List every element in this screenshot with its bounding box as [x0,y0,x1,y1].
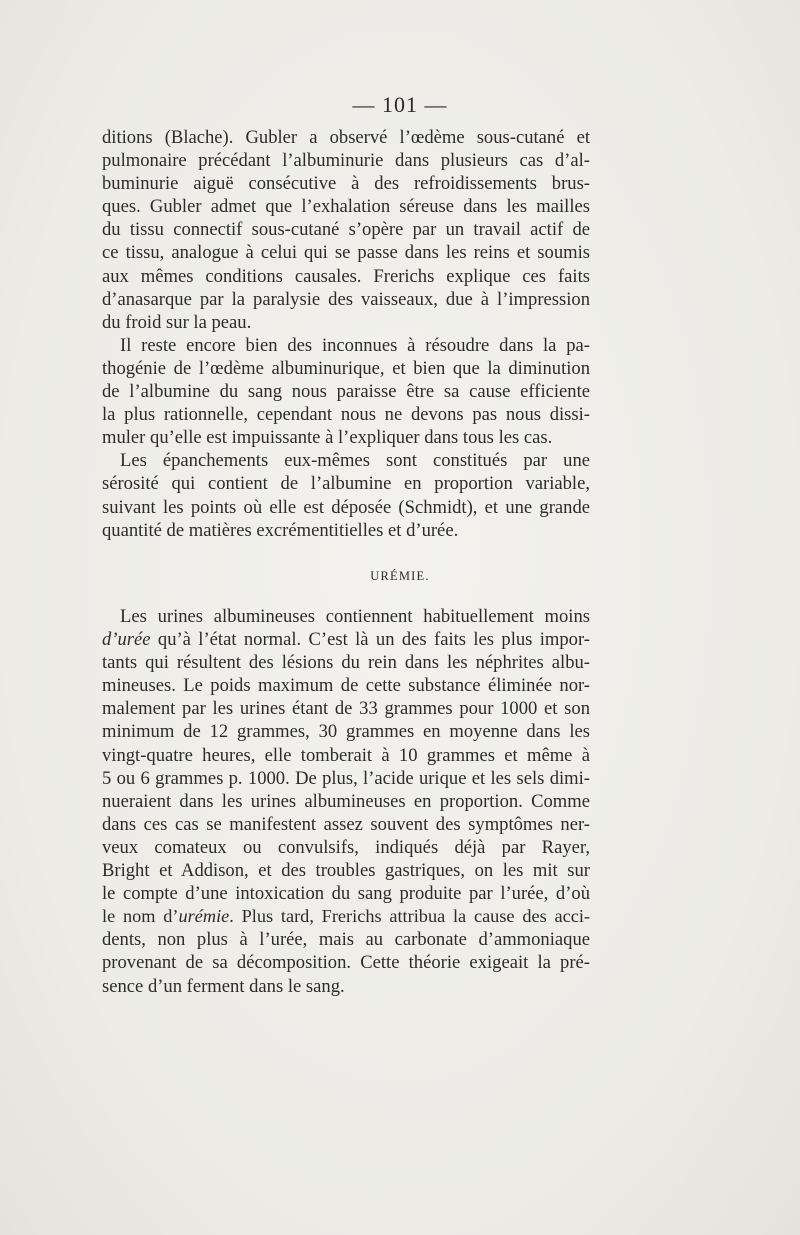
text-line: sérosité qui contient de l’albumine en proportion variable, [102,473,590,495]
text-line: ce tissu, analogue à celui qui se passe dans les reins et soumis [102,242,590,264]
text-line: aux mêmes conditions causales. Frerichs explique ces faits [102,265,590,287]
text-line: ditions (Blache). Gubler a observé l’œdème sous-cutané et [102,127,590,148]
text-line: veux comateux ou convulsifs, indiqués déjà par Rayer, [102,836,590,858]
text-line: dans ces cas se manifestent assez souvent des symptômes ner- [102,813,590,835]
section-heading-uremie: URÉMIE. [370,569,430,583]
text-line: pulmonaire précédant l’albuminurie dans plusieurs cas d’al- [102,150,590,172]
text-line: muler qu’elle est impuissante à l’expliquer dans tous les cas. [102,427,553,449]
italic-term-uremie: urémie [178,906,230,927]
text-line: dents, non plus à l’urée, mais au carbonate d’ammoniaque [102,929,590,951]
page-number: — 101 — [352,92,448,117]
text-line: du tissu connectif sous-cutané s’opère par un travail actif de [102,219,590,241]
text-line: d’anasarque par la paralysie des vaisseaux, due à l’impression [102,288,590,310]
text-line: provenant de sa décomposition. Cette théorie exigeait la pré- [102,952,590,974]
text-span: le nom d’ [102,906,179,927]
text-line: quantité de matières excrémentitielles et d’urée. [102,519,459,541]
paragraph-inconnues [102,334,590,449]
text-line: du froid sur la peau. [102,311,252,333]
text-span: . Plus tard, Frerichs attribua la cause des acci- [229,906,590,927]
text-line: Les épanchements eux-mêmes sont constitués par une [120,450,590,472]
section-oedeme-text [102,126,590,542]
text-line: buminurie aiguë consécutive à des refroidissements brus- [102,173,590,195]
text-line: thogénie de l’œdème albuminurique, et bien que la diminution [102,357,590,379]
text-line: vingt-quatre heures, elle tomberait à 10 grammes et même à [102,744,590,766]
paragraph-uremie [102,605,590,998]
text-line: de l’albumine du sang nous paraisse être sa cause efficiente [102,381,590,403]
text-line: nueraient dans les urines albumineuses en proportion. Comme [102,790,590,812]
text-line: la plus rationnelle, cependant nous ne devons pas nous dissi- [102,404,590,426]
paragraph-continuation [102,126,590,334]
text-line: malement par les urines étant de 33 grammes pour 1000 et son [102,698,590,720]
text-line: tants qui résultent des lésions du rein dans les néphrites albu- [102,652,590,674]
text-line: sence d’un ferment dans le sang. [102,975,345,997]
text-line [102,905,590,928]
text-line: ques. Gubler admet que l’exhalation séreuse dans les mailles [102,196,590,218]
section-uremie-text [102,605,590,998]
text-line: mineuses. Le poids maximum de cette substance éliminée nor- [102,675,590,697]
text-line: Les urines albumineuses contiennent habituellement moins [120,606,590,627]
text-line: minimum de 12 grammes, 30 grammes en moyenne dans les [102,721,590,743]
italic-term-uree: d’urée [102,629,151,651]
text-line: Bright et Addison, et des troubles gastriques, on les mit sur [102,860,590,882]
text-line [102,628,590,651]
paragraph-epanchements [102,449,590,541]
text-line: le compte d’une intoxication du sang produite par l’urée, d’où [102,883,590,905]
text-span: qu’à l’état normal. C’est là un des faits les plus impor- [150,629,590,651]
text-line: 5 ou 6 grammes p. 1000. De plus, l’acide urique et les sels dimi- [102,767,590,789]
text-line: Il reste encore bien des inconnues à résoudre dans la pa- [120,334,590,356]
text-line: suivant les points où elle est déposée (Schmidt), et une grande [102,496,590,518]
